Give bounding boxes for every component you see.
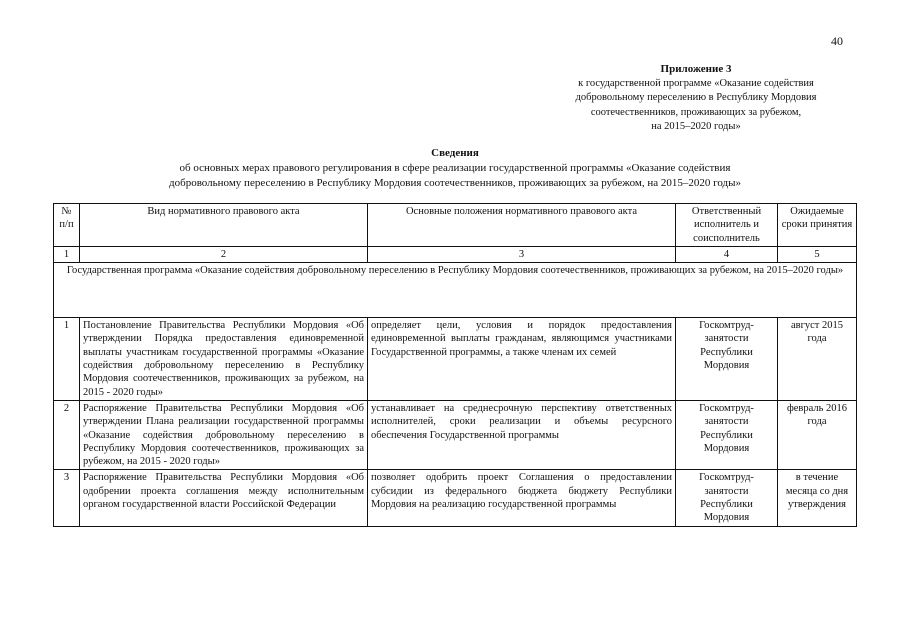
measures-table: [53, 203, 857, 527]
appendix-line: к государственной программе «Оказание содействия: [578, 77, 814, 89]
document-heading: [90, 146, 820, 191]
row-num: 2: [54, 400, 80, 469]
column-number: 2: [80, 246, 368, 262]
table-row: [54, 400, 857, 469]
column-number: 3: [368, 246, 676, 262]
row-term: февраль 2016 года: [778, 400, 857, 469]
program-title: Государственная программа «Оказание содействия добровольному переселению в Республику Мордовия соотечественников, проживающих за рубежом, на 2015–2020 годы»: [54, 263, 857, 318]
row-num: 1: [54, 318, 80, 401]
row-num: 3: [54, 470, 80, 526]
row-responsible: Госкомтруд-занятости Республики Мордовия: [676, 470, 778, 526]
heading-line: добровольному переселению в Республику Мордовия соотечественников, проживающих за рубежом, на 2015–2020 годы»: [169, 177, 741, 189]
row-provisions: устанавливает на среднесрочную перспективу ответственных исполнителей, сроки реализации и объемы ресурсного обеспечения Государственной программы: [368, 400, 676, 469]
page-number: 40: [831, 34, 843, 48]
heading-line: об основных мерах правового регулирования в сфере реализации государственной программы «Оказание содействия: [179, 162, 731, 174]
row-responsible: Госкомтруд-занятости Республики Мордовия: [676, 318, 778, 401]
appendix-title: Приложение 3: [660, 63, 732, 75]
row-provisions: позволяет одобрить проект Соглашения о предоставлении субсидии из федерального бюджета бюджету Республики Мордовия на реализацию государственной программы: [368, 470, 676, 526]
row-term: в течение месяца со дня утверждения: [778, 470, 857, 526]
table-header-row: [54, 204, 857, 247]
header-num: № п/п: [54, 204, 80, 247]
program-title-row: [54, 263, 857, 318]
row-act: Постановление Правительства Республики Мордовия «Об утверждении Порядка предоставления единовременной выплаты участникам государственной программы «Оказание содействия добровольному переселению в Республику Мордовия соотечественников, проживающих за рубежом, на 2015 - 2020 годы»: [80, 318, 368, 401]
column-number-row: [54, 246, 857, 262]
heading-title: Сведения: [431, 147, 479, 159]
row-term: август 2015 года: [778, 318, 857, 401]
header-act-type: Вид нормативного правового акта: [80, 204, 368, 247]
header-term: Ожидаемые сроки принятия: [778, 204, 857, 247]
column-number: 5: [778, 246, 857, 262]
column-number: 4: [676, 246, 778, 262]
row-provisions: определяет цели, условия и порядок предоставления единовременной выплаты гражданам, являющимся участниками Государственной программы, а также членам их семей: [368, 318, 676, 401]
appendix-line: добровольному переселению в Республику Мордовия: [575, 92, 817, 103]
column-number: 1: [54, 246, 80, 262]
row-act: Распоряжение Правительства Республики Мордовия «Об одобрении проекта соглашения между исполнительным органом государственной власти Российской Федерации: [80, 470, 368, 526]
row-act: Распоряжение Правительства Республики Мордовия «Об утверждении Плана реализации государственной программы «Оказание содействия добровольному переселению в Республику Мордовия соотечественников, проживающих за рубежом, на 2015 - 2020 годы»: [80, 400, 368, 469]
table-row: [54, 470, 857, 526]
appendix-line: на 2015–2020 годы»: [651, 121, 741, 132]
header-responsible: Ответственный исполнитель и соисполнитель: [676, 204, 778, 247]
row-responsible: Госкомтруд-занятости Республики Мордовия: [676, 400, 778, 469]
header-provisions: Основные положения нормативного правового акта: [368, 204, 676, 247]
appendix-line: соотечественников, проживающих за рубежом,: [590, 106, 802, 118]
table-row: [54, 318, 857, 401]
appendix-block: [540, 62, 852, 135]
